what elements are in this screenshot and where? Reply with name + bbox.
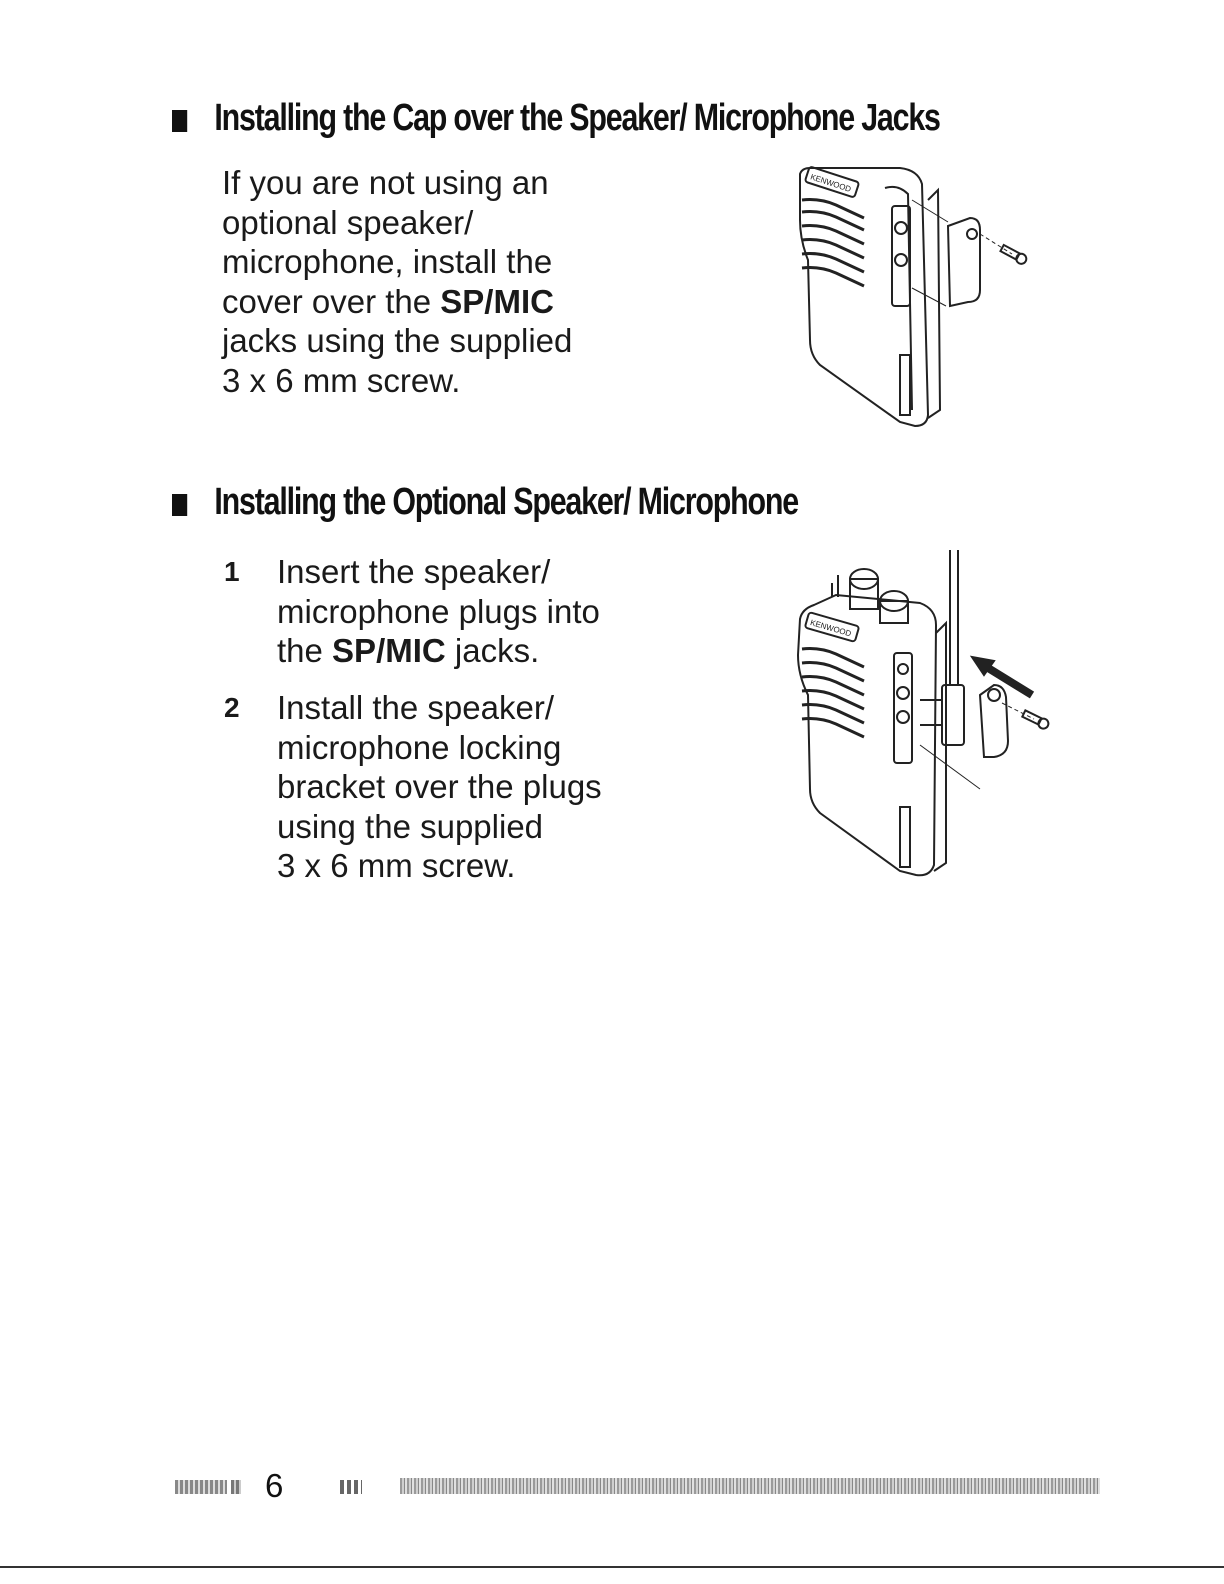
footer-decoration [175,1480,227,1494]
text-line: microphone locking [277,728,562,766]
svg-text:KENWOOD: KENWOOD [809,618,853,639]
section-heading-speaker-mic [172,480,798,524]
footer-decoration [231,1480,241,1494]
text-line: jacks using the supplied [222,322,573,359]
text-line [277,631,600,671]
text-fragment: the [277,632,333,669]
svg-text:KENWOOD: KENWOOD [809,172,853,194]
heading-bullet-icon [172,494,187,516]
text-fragment: cover over the [222,282,441,320]
step-text [277,552,600,671]
text-line: optional speaker/ [222,203,474,241]
footer-bar [400,1478,1100,1494]
step-number: 2 [224,692,240,723]
kenwood-logo [805,612,859,642]
heading-bullet-icon [172,110,187,132]
screw-icon [1021,709,1050,730]
text-line: Install the speaker/ [277,689,554,726]
cable-plug-icon [920,550,964,745]
radio-cap-illustration [780,160,1040,430]
jack-label: SP/MIC [440,282,554,320]
jack-label: SP/MIC [332,632,446,669]
text-line [222,282,572,322]
cap-instructions [222,163,572,400]
screw-icon [1000,244,1029,266]
locking-bracket-icon [980,685,1008,757]
text-line: Insert the speaker/ [277,553,551,590]
text-line: 3 x 6 mm screw. [222,361,461,399]
section-title: Installing the Optional Speaker/ Microphone [214,481,798,523]
text-line: microphone, install the [222,243,553,280]
section-heading-cap [172,96,940,140]
step-text [277,688,602,886]
page-footer [175,1467,1105,1508]
text-line: If you are not using an [222,164,549,201]
footer-decoration [340,1480,362,1494]
step-number: 1 [224,556,240,587]
text-line: using the supplied [277,807,544,845]
text-fragment: jacks. [445,632,540,669]
page-number: 6 [265,1467,284,1504]
kenwood-logo [805,166,859,197]
text-line: microphone plugs into [277,592,600,630]
radio-speaker-mic-illustration [780,545,1060,885]
text-line: 3 x 6 mm screw. [277,847,516,884]
text-line: bracket over the plugs [277,768,602,805]
bottom-rule [0,1566,1224,1568]
section-title: Installing the Cap over the Speaker/ Microphone Jacks [214,97,940,139]
